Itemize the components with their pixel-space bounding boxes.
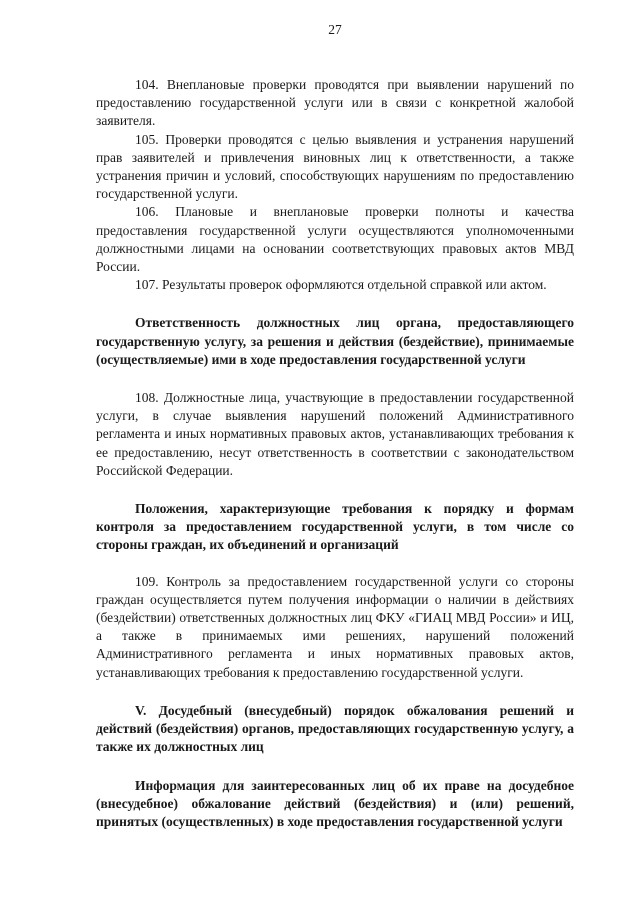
heading-responsibility: Ответственность должностных лиц органа, предоставляющего государственную услугу, за решения и действия (бездействие), принимаемые (осуществляемые) ими в ходе предоставления государственной услуги xyxy=(96,315,574,367)
heading-section-5: V. Досудебный (внесудебный) порядок обжалования решений и действий (бездействия) органов, предоставляющих государственную услугу, а также их должностных лиц xyxy=(96,702,574,755)
paragraph-105: 105. Проверки проводятся с целью выявления и устранения нарушений прав заявителей и привлечения виновных лиц к ответственности, а также устранения причин и условий, способствующих нарушениям по предоставлению государственной услуги. xyxy=(96,131,574,202)
spacer xyxy=(96,757,574,777)
heading-information: Информация для заинтересованных лиц об их праве на досудебное (внесудебное) обжалование действий (бездействия) и (или) решений, принятых (осуществленных) в ходе предоставления государственной услуги xyxy=(96,777,574,829)
paragraph-107: 107. Результаты проверок оформляются отдельной справкой или актом. xyxy=(135,277,547,293)
paragraph-106: 106. Плановые и внеплановые проверки полноты и качества предоставления государственной услуги осуществляются уполномоченными должностными лицами на основании соответствующих правовых актов МВД России. xyxy=(96,204,574,275)
paragraph-104: 104. Внеплановые проверки проводятся при выявлении нарушений по предоставлению государственной услуги или в связи с конкретной жалобой заявителя. xyxy=(96,77,574,129)
spacer xyxy=(96,555,574,573)
document-page xyxy=(96,0,574,905)
spacer xyxy=(96,682,574,702)
paragraph-109: 109. Контроль за предоставлением государственной услуги со стороны граждан осуществляется путем получения информации о наличии в действиях (бездействии) ответственных должностных лиц ФКУ «ГИАЦ МВД России» и ИЦ, а также в принимаемых ими решениях, нарушений положений Административного регламента и иных нормативных правовых актов, устанавливающих требования к предоставлению государственной услуги. xyxy=(96,573,574,680)
paragraph-108: 108. Должностные лица, участвующие в предоставлении государственной услуги, в случае выявления нарушений положений Административного регламента и иных нормативных правовых актов, устанавливающих требования к ее предоставлению, несут ответственность в соответствии с законодательством Российской Федерации. xyxy=(96,390,574,478)
spacer xyxy=(96,294,574,314)
page-content xyxy=(96,76,574,831)
heading-control: Положения, характеризующие требования к порядку и формам контроля за предоставлением государственной услуги, в том числе со стороны граждан, их объединений и организаций xyxy=(96,501,574,553)
spacer xyxy=(96,480,574,500)
spacer xyxy=(96,369,574,389)
page-number: 27 xyxy=(328,22,342,37)
